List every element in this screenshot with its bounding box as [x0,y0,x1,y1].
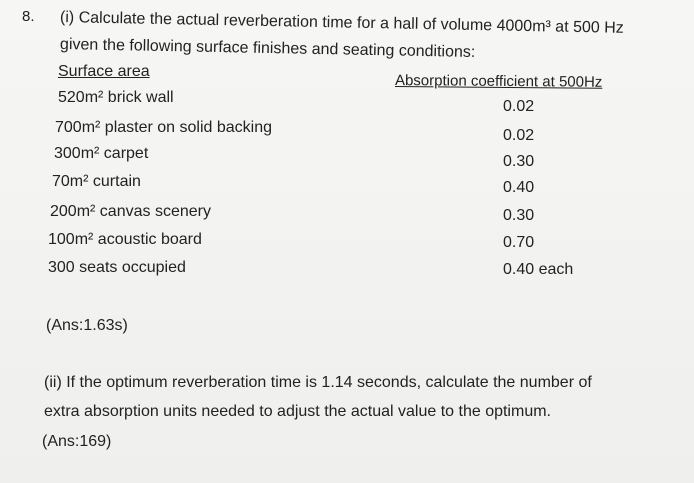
part-i-line-1: (i) Calculate the actual reverberation time for a hall of volume 4000m³ at 500 Hz [59,9,624,37]
absorption-coefficient-header: Absorption coefficient at 500Hz [394,72,603,91]
surface-row-6: 100m² acoustic board [48,231,202,248]
surface-row-5: 200m² canvas scenery [50,203,211,220]
surface-row-1: 520m² brick wall [58,89,174,106]
answer-part-ii: (Ans:169) [42,433,112,450]
coeff-row-1: 0.02 [503,98,535,115]
coeff-row-3: 0.30 [503,153,535,170]
surface-row-4: 70m² curtain [52,173,141,190]
coeff-row-5: 0.30 [503,207,535,224]
surface-row-3: 300m² carpet [54,145,149,162]
surface-row-2: 700m² plaster on solid backing [55,119,273,136]
coeff-row-2: 0.02 [503,127,535,144]
part-ii-line-1: (ii) If the optimum reverberation time is 1.14 seconds, calculate the number of [44,374,592,391]
surface-area-header: Surface area [58,63,150,80]
question-number: 8. [22,8,35,25]
surface-row-7: 300 seats occupied [48,259,186,276]
coeff-row-7: 0.40 each [503,261,574,278]
part-i-line-2: given the following surface finishes and seating conditions: [59,36,476,61]
answer-part-i: (Ans:1.63s) [46,317,128,334]
part-ii-line-2: extra absorption units needed to adjust the actual value to the optimum. [44,403,551,420]
coeff-row-4: 0.40 [503,179,535,196]
coeff-row-6: 0.70 [503,234,535,251]
